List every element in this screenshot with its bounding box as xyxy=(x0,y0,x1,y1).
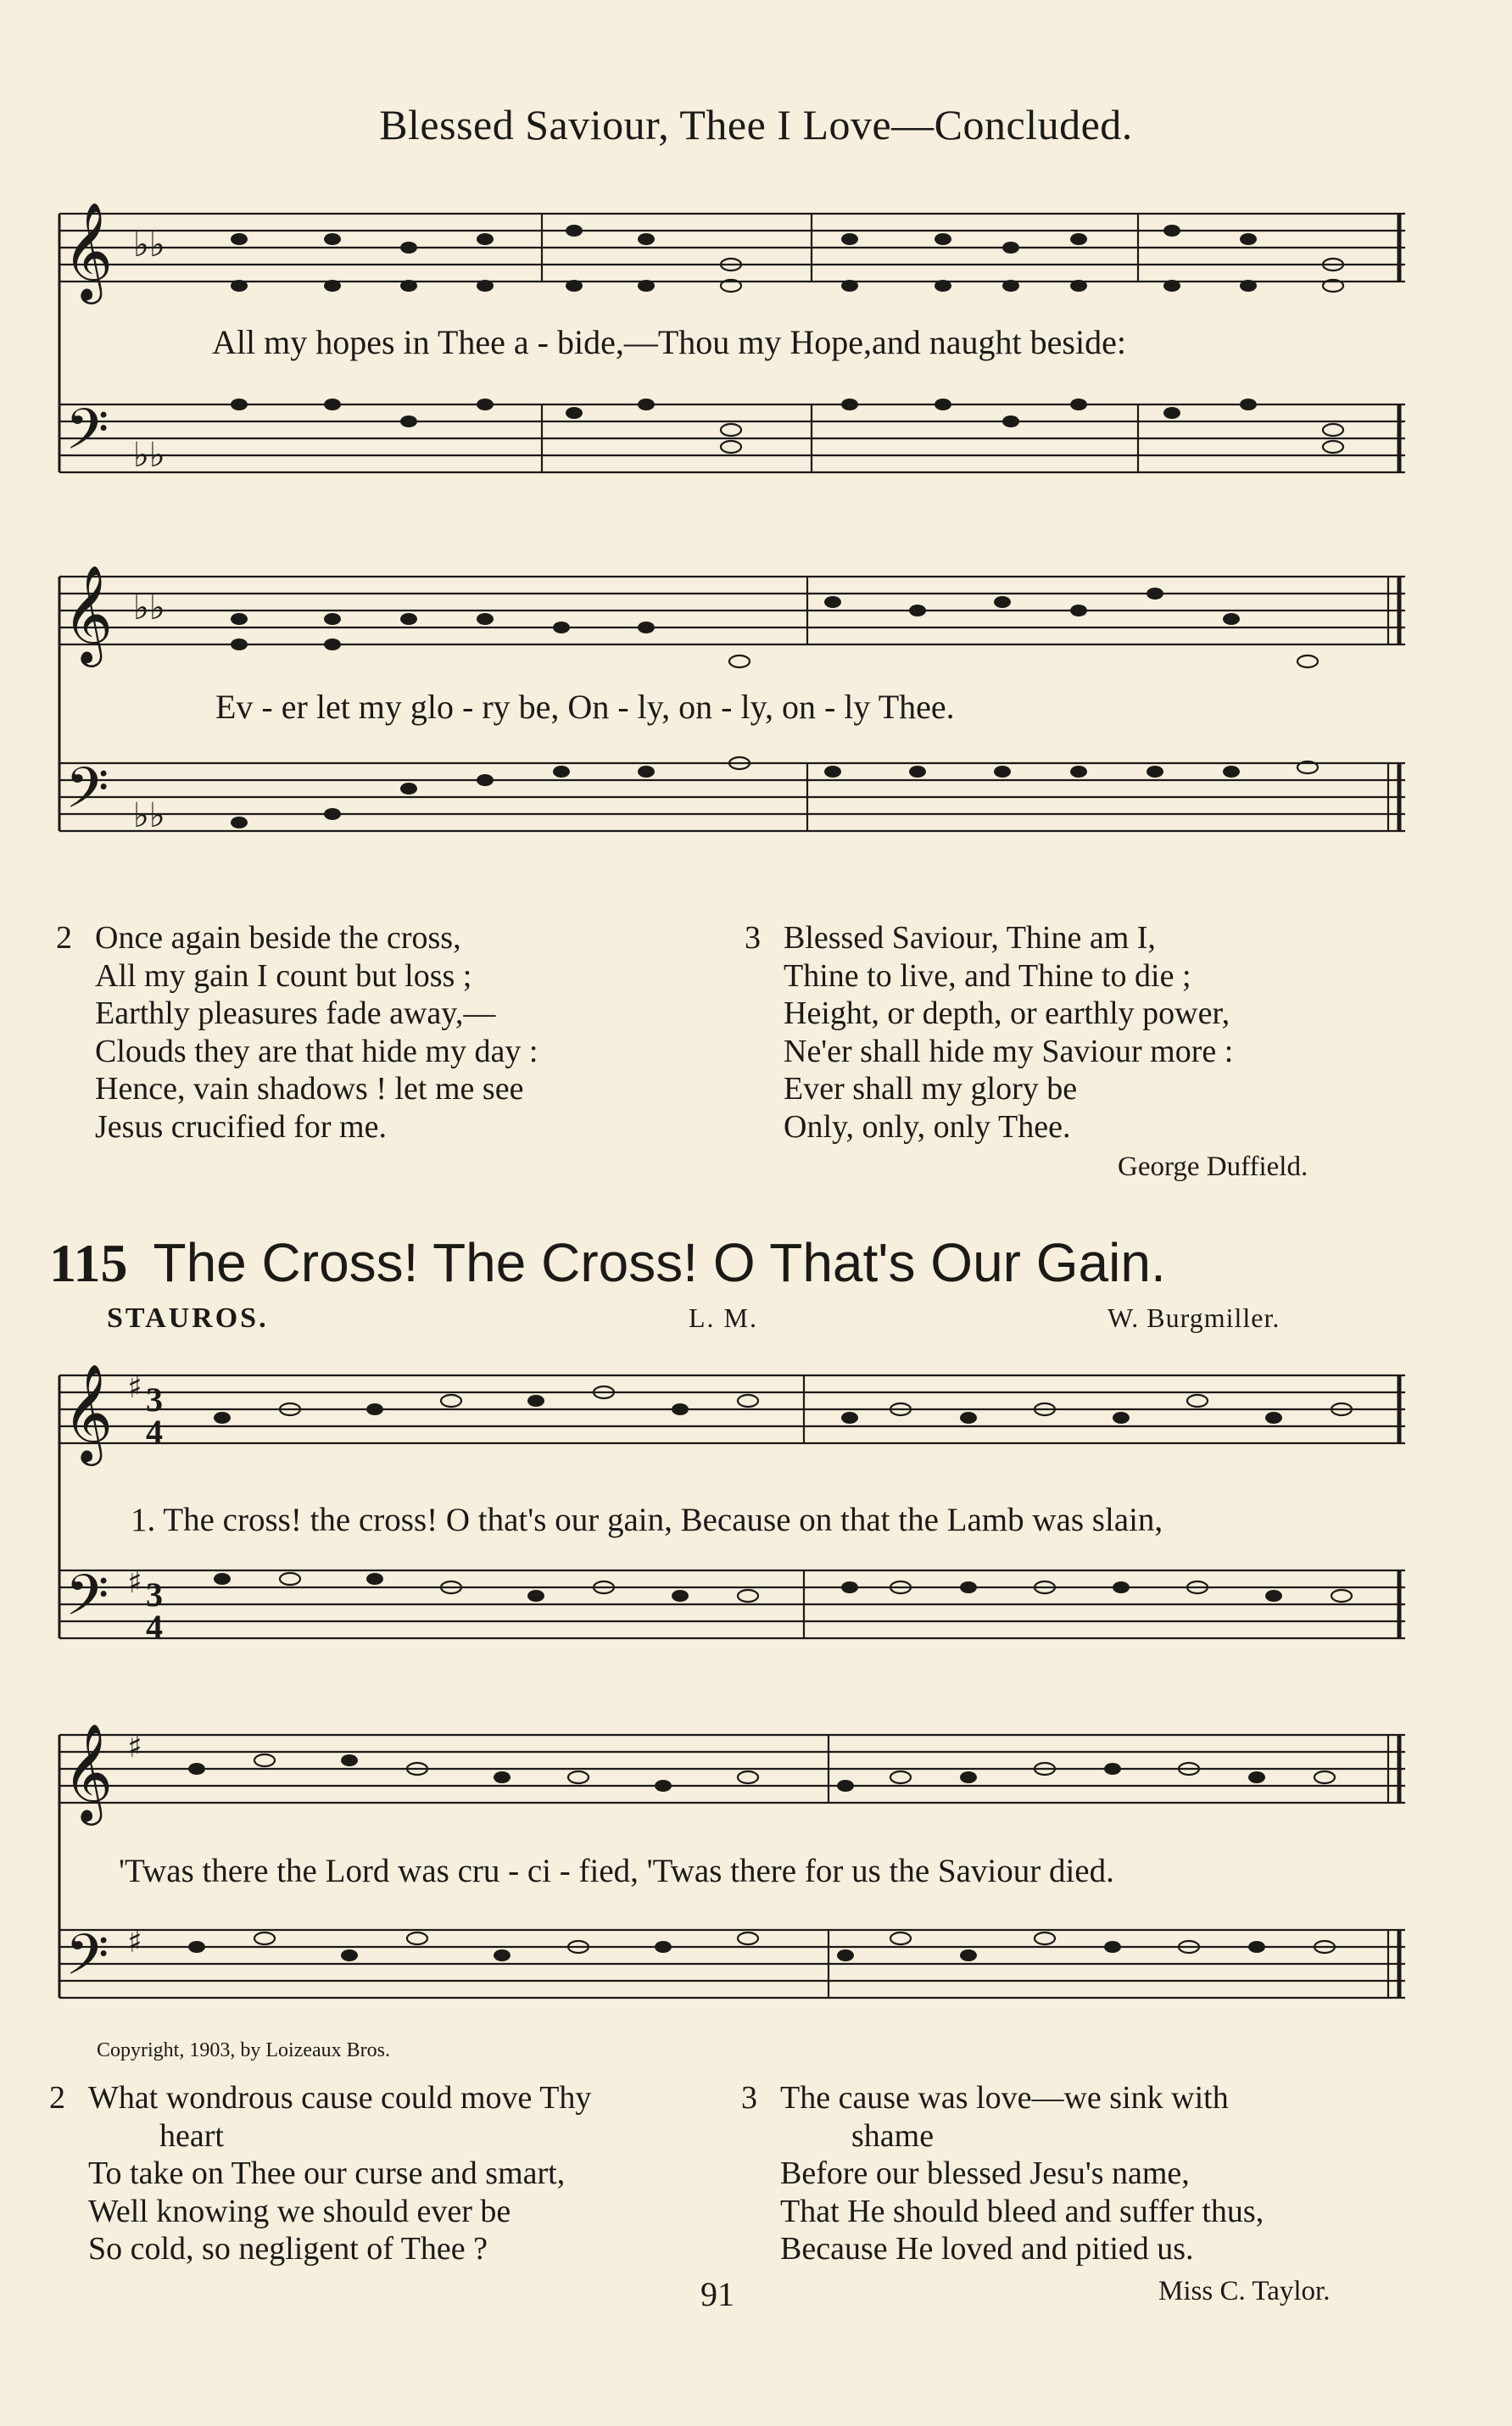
verse-2: 2 Once again beside the cross, All my gain I count but loss ; Earthly pleasures fade away,— Clouds they are that hide my day : Hence, vain shadows ! let me see Jesus crucified for me. xyxy=(56,920,538,1145)
composer: W. Burgmiller. xyxy=(1107,1302,1280,1333)
author-credit: George Duffield. xyxy=(1118,1152,1308,1182)
svg-text:𝄞: 𝄞 xyxy=(63,1363,114,1462)
lyric-line: 1. The cross! the cross! O that's our gain, Because on that the Lamb was slain, xyxy=(131,1502,1163,1538)
page-number: 91 xyxy=(700,2275,734,2313)
hymn-number: 115 xyxy=(49,1233,128,1293)
verse-number: 3 xyxy=(741,2080,757,2116)
hymn-title-concluded: Blessed Saviour, Thee I Love—Concluded. xyxy=(379,101,1133,148)
svg-text:4: 4 xyxy=(146,1608,163,1646)
verse-3: 3 The cause was love—we sink with shame Before our blessed Jesu's name, That He should bleed and suffer thus, Because He loved and pitied us. xyxy=(741,2080,1264,2267)
lyric-line: All my hopes in Thee a - bide,—Thou my Hope,and naught beside: xyxy=(212,323,1126,361)
svg-text:𝄢: 𝄢 xyxy=(65,1563,109,1642)
svg-text:♯: ♯ xyxy=(127,1730,142,1765)
verse-number: 3 xyxy=(745,920,761,956)
lyric-line: 'Twas there the Lord was cru - ci - fied, 'Twas there for us the Saviour died. xyxy=(119,1853,1114,1889)
svg-text:♭♭: ♭♭ xyxy=(133,436,165,475)
svg-text:♯: ♯ xyxy=(127,1925,142,1960)
verse-3: 3 Blessed Saviour, Thine am I, Thine to live, and Thine to die ; Height, or depth, or earthly power, Ne'er shall hide my Saviour more : Ever shall my glory be Only, only, only Thee. xyxy=(745,920,1234,1145)
music-system-2 xyxy=(53,543,1409,916)
svg-text:♭♭: ♭♭ xyxy=(133,226,165,265)
svg-text:𝄢: 𝄢 xyxy=(65,397,109,476)
svg-text:𝄞: 𝄞 xyxy=(63,1722,114,1821)
svg-text:𝄞: 𝄞 xyxy=(63,201,114,300)
svg-text:♯: ♯ xyxy=(127,1565,142,1600)
svg-text:♭♭: ♭♭ xyxy=(133,588,165,627)
svg-text:3: 3 xyxy=(146,1576,163,1614)
verse-number: 2 xyxy=(56,920,72,956)
copyright-notice: Copyright, 1903, by Loizeaux Bros. xyxy=(97,2039,390,2061)
svg-text:𝄢: 𝄢 xyxy=(65,1922,109,2001)
svg-text:𝄞: 𝄞 xyxy=(63,564,114,663)
svg-text:𝄢: 𝄢 xyxy=(65,756,109,834)
svg-text:♭♭: ♭♭ xyxy=(133,796,165,835)
author-credit: Miss C. Taylor. xyxy=(1158,2276,1331,2306)
hymn-title: 115 The Cross! The Cross! O That's Our Gain. xyxy=(49,1232,1166,1293)
lyric-line: Ev - er let my glo - ry be, On - ly, on - ly, on - ly Thee. xyxy=(215,688,955,726)
verse-number: 2 xyxy=(49,2080,65,2116)
svg-text:3: 3 xyxy=(146,1380,163,1419)
svg-text:4: 4 xyxy=(146,1413,163,1451)
verse-2: 2 What wondrous cause could move Thy heart To take on Thee our curse and smart, Well knowing we should ever be So cold, so negligent of Thee ? xyxy=(49,2080,592,2267)
meter: L. M. xyxy=(689,1302,758,1333)
svg-text:♯: ♯ xyxy=(127,1370,142,1405)
tune-name: STAUROS. xyxy=(107,1302,269,1334)
